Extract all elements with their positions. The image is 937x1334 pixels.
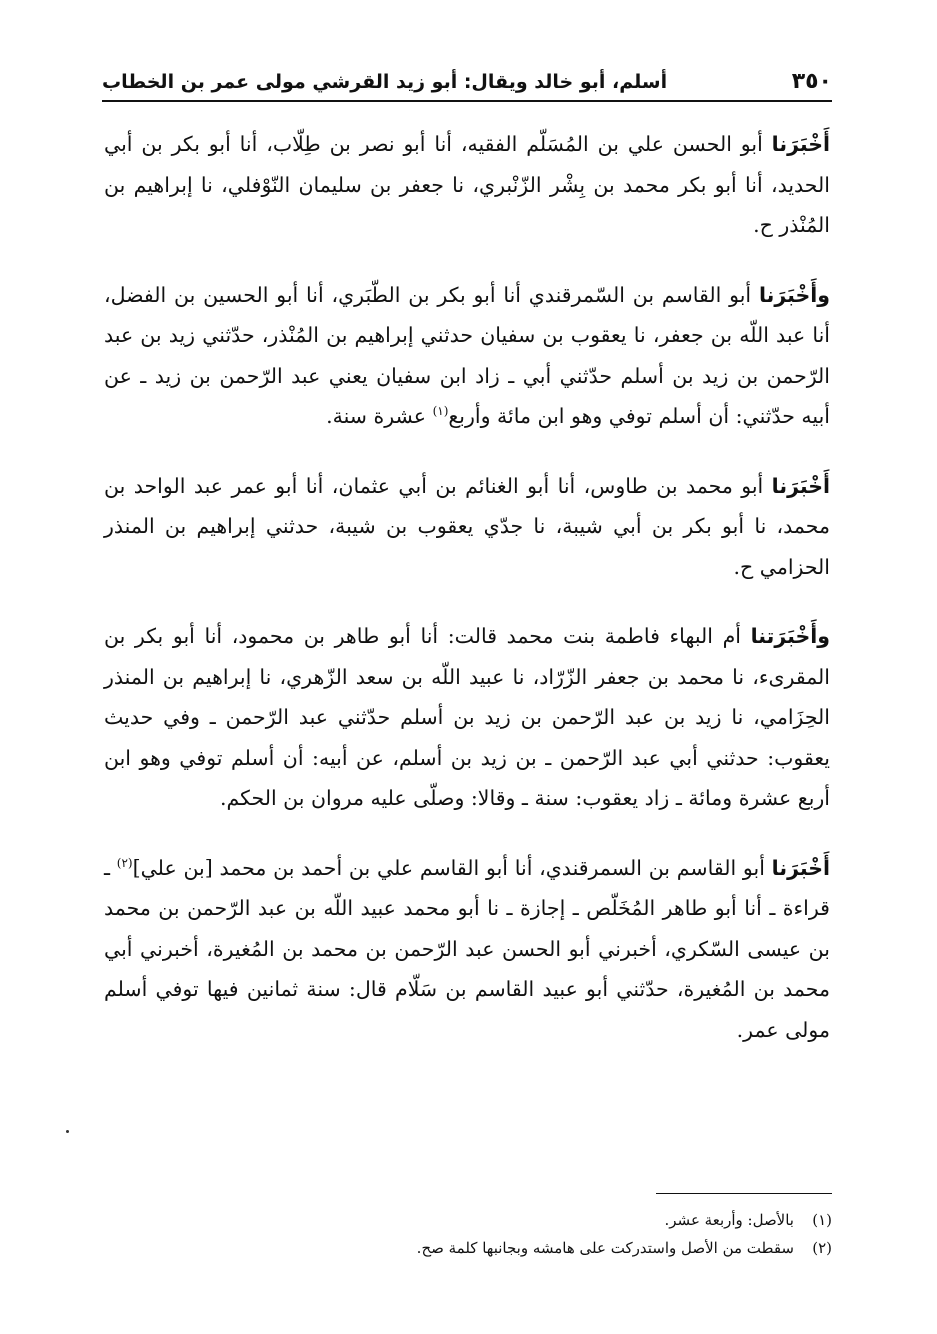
page-number: ٣٥٠ (791, 69, 832, 94)
paragraph-1 (104, 124, 830, 246)
footnote-number: (٢) (812, 1239, 832, 1257)
paragraph-3 (104, 466, 830, 588)
running-header (102, 60, 832, 96)
footnote-ref-2[interactable]: (٢) (116, 855, 133, 870)
footnote-text: بالأصل: وأربعة عشر. (664, 1211, 794, 1229)
paragraph-lead: أَخْبَرَنا (771, 855, 830, 880)
footnote-2 (104, 1234, 832, 1262)
paragraph-text: أبو القاسم بن السمرقندي، أنا أبو القاسم علي بن أحمد بن محمد [بن علي] (132, 855, 772, 880)
paragraph-4 (104, 616, 830, 819)
paragraph-text: أبو محمد بن طاوس، أنا أبو الغنائم بن أبي عثمان، أنا أبو عمر عبد الواحد بن محمد، نا أبو بكر بن أبي شيبة، نا جدّي يعقوب بن شيبة، حدثني إبراهيم بن المنذر الحزامي ح. (104, 473, 830, 579)
header-title: أسلم، أبو خالد ويقال: أبو زيد القرشي مولى عمر بن الخطاب (102, 71, 668, 93)
footnotes (104, 1206, 832, 1262)
paragraph-text: أبو القاسم بن السّمرقندي أنا أبو بكر بن الطّبَري، أنا أبو الحسين بن الفضل، أنا عبد اللّه بن جعفر، نا يعقوب بن سفيان حدثني إبراهيم بن المُنْذر، حدّثني زيد بن عبد الرّحمن بن زيد بن أسلم حدّثني أبي ـ زاد ابن سفيان يعني عبد الرّحمن بن زيد ـ عن أبيه حدّثني: أن أسلم توفي وهو ابن مائة وأربع (104, 282, 830, 428)
paragraph-lead: وأَخْبَرَنا (758, 282, 830, 307)
footnote-rule (656, 1193, 832, 1194)
footnote-number: (١) (812, 1211, 832, 1229)
paragraph-tail: ـ قراءة ـ أنا أبو طاهر المُخَلّص ـ إجازة ـ نا أبو محمد عبيد اللّه بن عبد الرّحمن بن محمد بن عيسى السّكري، أخبرني أبو الحسن عبد الرّحمن بن محمد بن المُغيرة، أخبرني أبي محمد بن المُغيرة، حدّثني أبو عبيد القاسم بن سَلّام قال: سنة ثمانين فيها توفي أسلم مولى عمر. (104, 855, 830, 1042)
paragraph-lead: أَخْبَرَنا (771, 473, 830, 498)
body-text (104, 124, 830, 1079)
paragraph-text: أبو الحسن علي بن المُسَلّم الفقيه، أنا أبو نصر بن طِلّاب، أنا أبو بكر بن أبي الحديد، أنا أبو بكر محمد بن بِشْر الزّنْبري، نا جعفر بن سليمان النّوْفلي، نا إبراهيم بن المُنْذر ح. (104, 132, 830, 237)
footnote-1 (104, 1206, 832, 1234)
paragraph-2 (104, 275, 830, 437)
scan-speck (66, 1130, 69, 1133)
header-rule (102, 100, 832, 102)
paragraph-lead: وأَخْبَرَتنا (750, 624, 830, 648)
footnote-text: سقطت من الأصل واستدركت على هامشه وبجانبها كلمة صح. (416, 1239, 794, 1257)
paragraph-text: أم البهاء فاطمة بنت محمد قالت: أنا أبو طاهر بن محمود، أنا أبو بكر بن المقرىء، نا محمد بن جعفر الزّرّاد، نا عبيد اللّه بن سعد الزّهري، نا إبراهيم بن المنذر الحِزَامي، نا زيد بن عبد الرّحمن بن زيد بن أسلم حدّثني عبد الرّحمن ـ وفي حديث يعقوب: حدثني أبي عبد الرّحمن ـ بن زيد بن أسلم، عن أبيه: أن أسلم توفي وهو ابن أربع عشرة ومائة ـ زاد يعقوب: سنة ـ وقالا: وصلّى عليه مروان بن الحكم. (104, 624, 830, 810)
paragraph-tail: عشرة سنة. (326, 404, 433, 428)
paragraph-lead: أَخْبَرَنا (771, 132, 830, 156)
footnote-ref-1[interactable]: (١) (432, 404, 449, 419)
paragraph-5 (104, 848, 830, 1051)
